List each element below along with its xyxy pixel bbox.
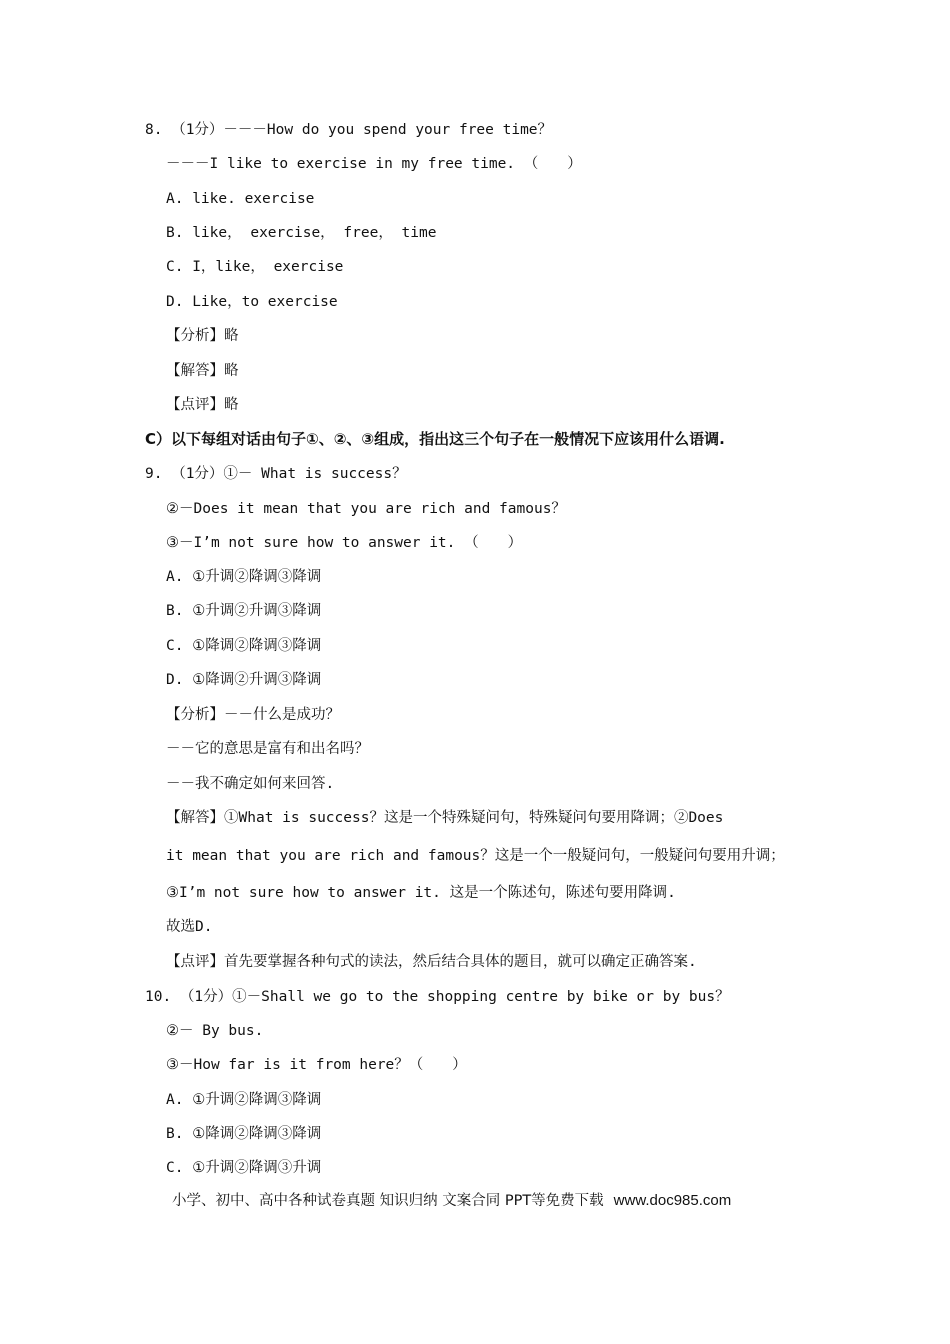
- question-10-option-a: A. ①升调②降调③降调: [166, 1092, 322, 1108]
- question-9-text: 9. （1分）①－ What is success？: [145, 466, 407, 482]
- question-9-analysis-line-3: －－我不确定如何来回答.: [166, 776, 335, 792]
- question-9-solution-line-2: it mean that you are rich and famous？这是一个一般疑问句，一般疑问句要用升调；: [166, 848, 785, 864]
- question-9-line-3: ③－I’m not sure how to answer it. （ ）: [166, 535, 523, 551]
- question-9-option-d: D. ①降调②升调③降调: [166, 672, 322, 688]
- question-9-analysis: 【分析】－－什么是成功？: [166, 707, 340, 723]
- question-8-option-a: A. like. exercise: [166, 191, 315, 207]
- question-9-option-c: C. ①降调②降调③降调: [166, 638, 322, 654]
- section-c-heading: C）以下每组对话由句子①、②、③组成，指出这三个句子在一般情况下应该用什么语调.: [145, 430, 725, 448]
- question-9-option-b: B. ①升调②升调③降调: [166, 603, 322, 619]
- question-8-option-b: B. like， exercise， free， time: [166, 225, 437, 241]
- question-8-text: 8. （1分）－－－How do you spend your free time？: [145, 122, 553, 138]
- footer-url[interactable]: www.doc985.com: [613, 1192, 732, 1209]
- question-10-line-3: ③－How far is it from here？（ ）: [166, 1057, 467, 1073]
- question-8-answer-line: －－－I like to exercise in my free time. （ ）: [166, 156, 582, 172]
- question-10-text: 10. （1分）①－Shall we go to the shopping centre by bike or by bus？: [145, 989, 730, 1005]
- question-10-option-b: B. ①降调②降调③降调: [166, 1126, 322, 1142]
- question-9-analysis-line-2: －－它的意思是富有和出名吗？: [166, 741, 369, 757]
- question-9-solution-line-4: 故选D.: [166, 919, 213, 935]
- question-8-option-d: D. Like，to exercise: [166, 294, 338, 310]
- question-8-option-c: C. I，like， exercise: [166, 259, 344, 275]
- question-9-solution-line-3: ③I’m not sure how to answer it. 这是一个陈述句，陈述句要用降调.: [166, 885, 676, 901]
- footer-text: 小学、初中、高中各种试卷真题 知识归纳 文案合同 PPT等免费下载: [172, 1193, 604, 1209]
- question-9-option-a: A. ①升调②降调③降调: [166, 569, 322, 585]
- question-8-solution: 【解答】略: [166, 363, 239, 379]
- question-10-option-c: C. ①升调②降调③升调: [166, 1160, 322, 1176]
- page-footer: [172, 1191, 731, 1211]
- question-9-solution: 【解答】①What is success？这是一个特殊疑问句，特殊疑问句要用降调；②Does: [166, 810, 724, 826]
- question-9-line-2: ②－Does it mean that you are rich and famous？: [166, 501, 566, 517]
- question-8-analysis: 【分析】略: [166, 328, 239, 344]
- question-10-line-2: ②－ By bus.: [166, 1023, 264, 1039]
- question-9-comment: 【点评】首先要掌握各种句式的读法，然后结合具体的题目，就可以确定正确答案.: [166, 954, 697, 970]
- question-8-comment: 【点评】略: [166, 397, 239, 413]
